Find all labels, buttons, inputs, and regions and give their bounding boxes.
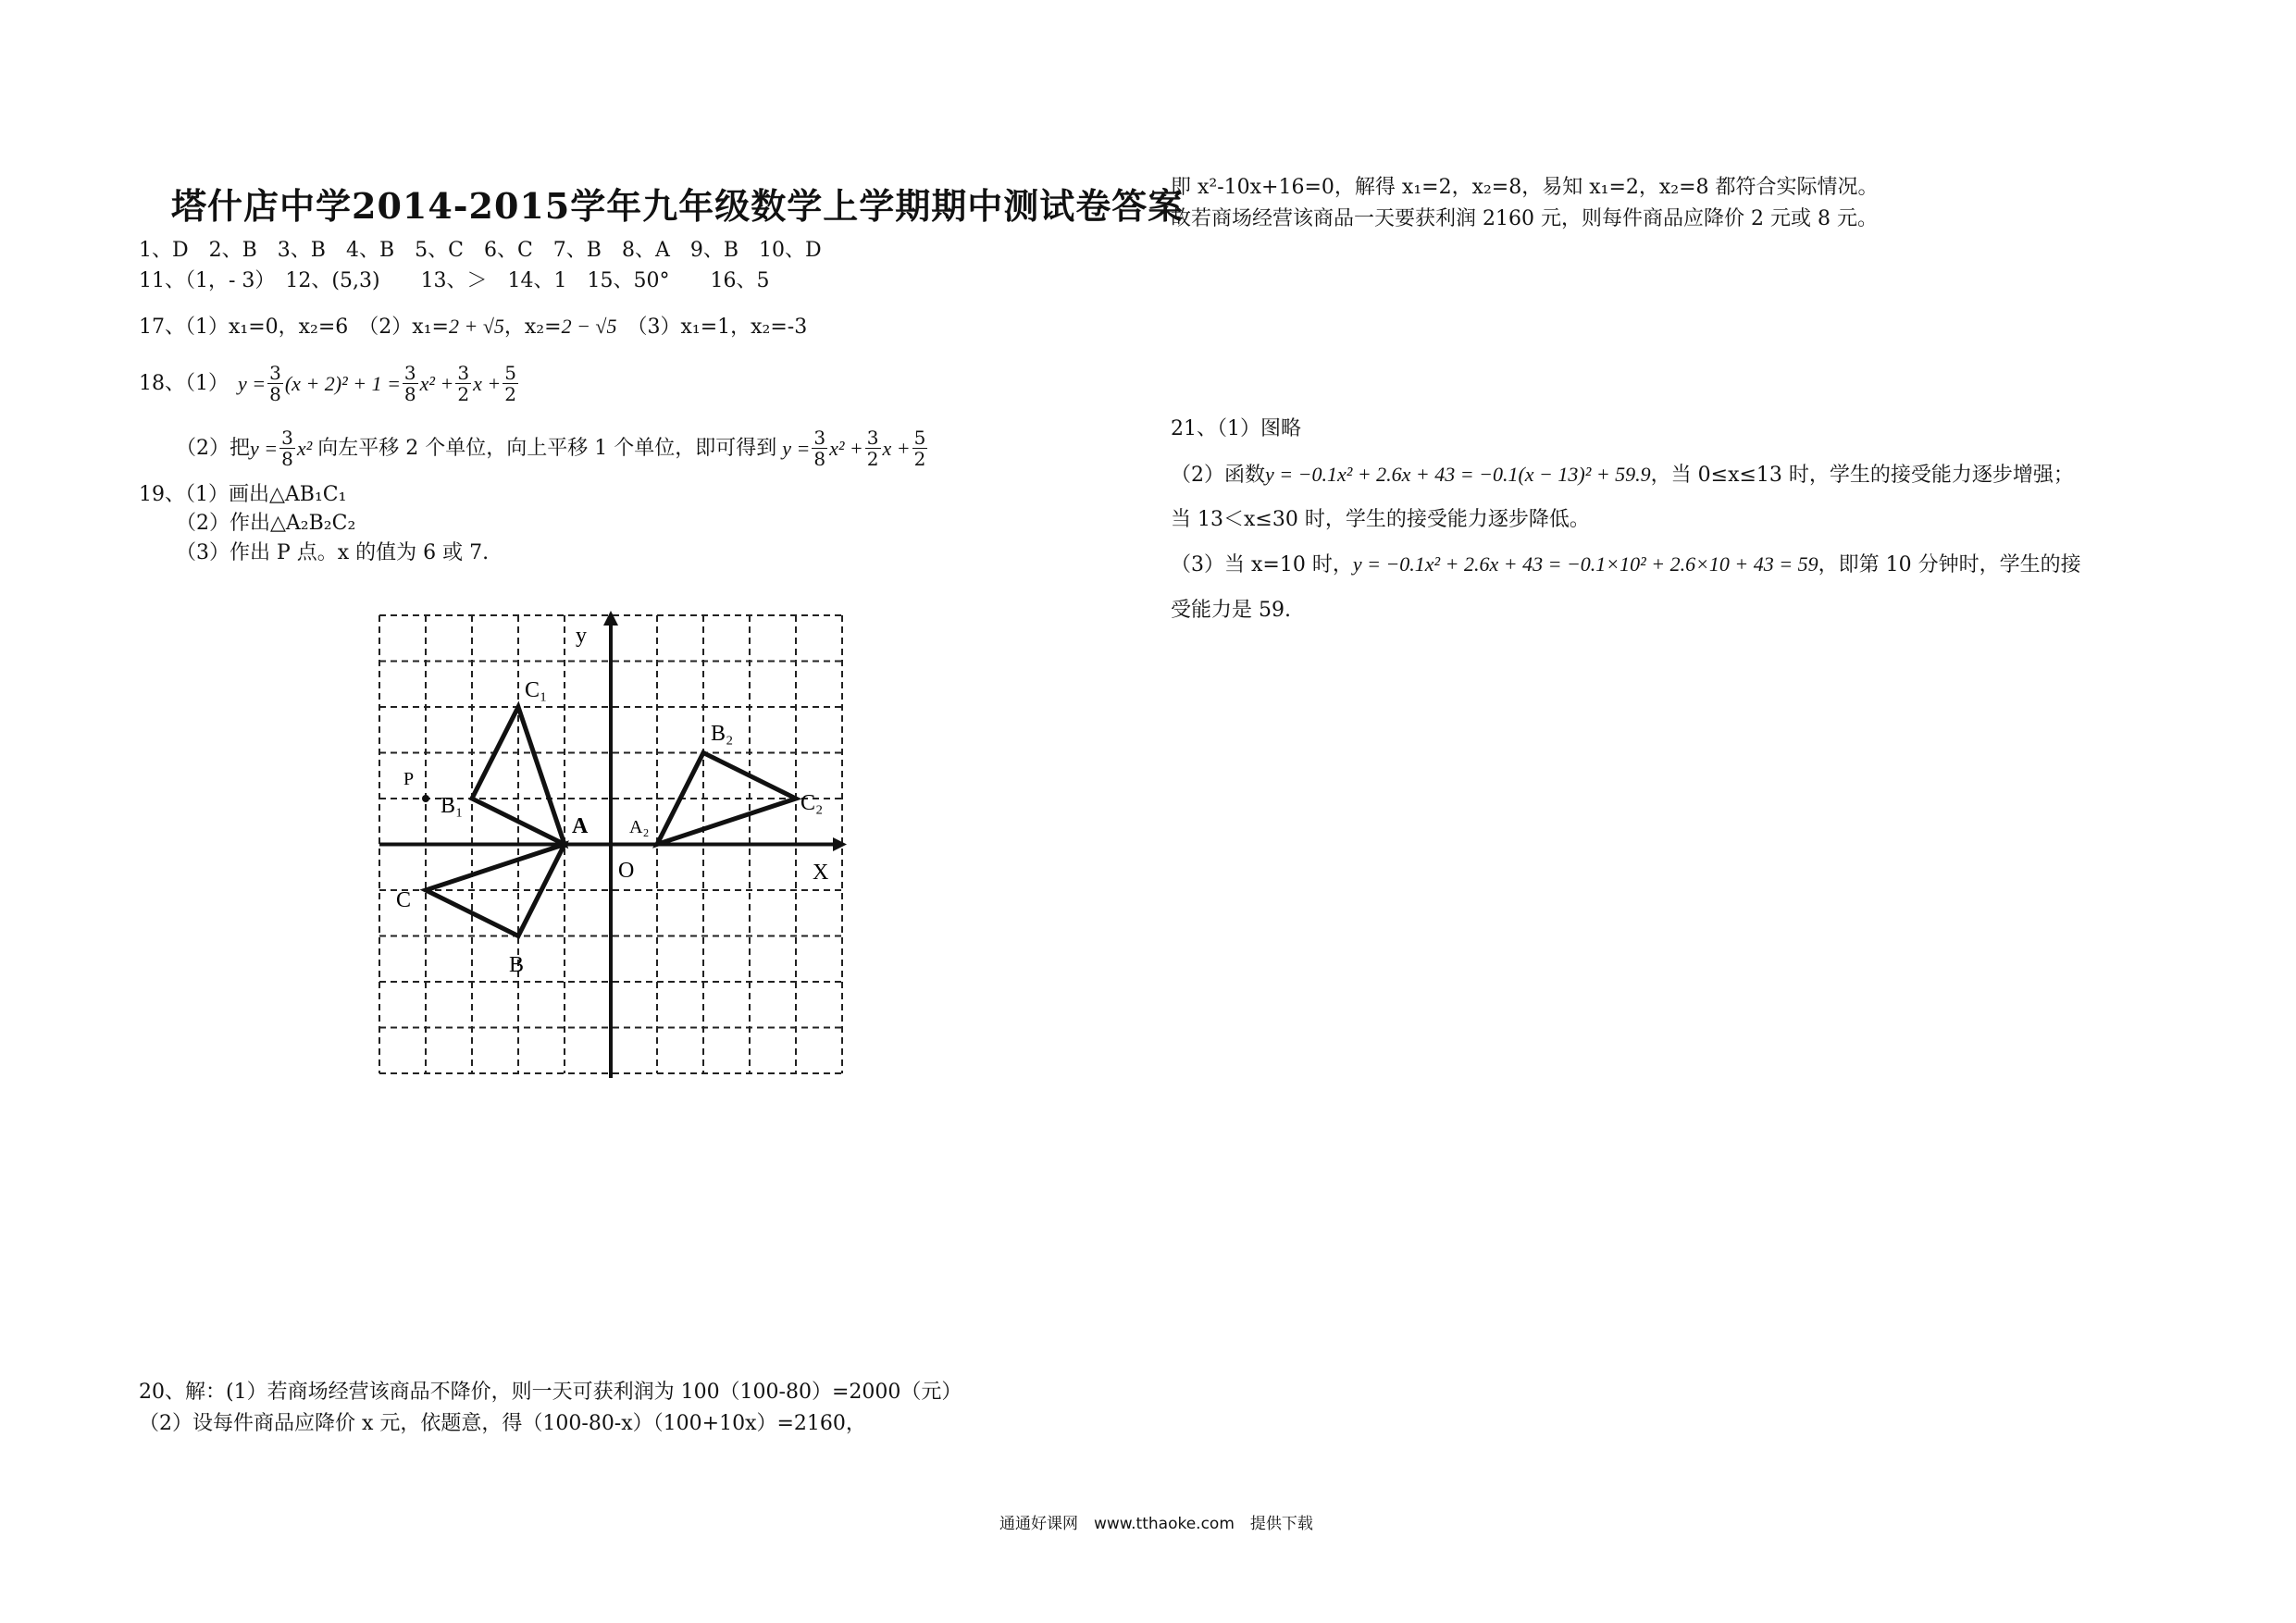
answers-11-16: 11、（1，- 3） 12、(5,3) 13、＞ 14、1 15、50° 16、5	[139, 269, 770, 292]
answer-20-right-line2: 故若商场经营该商品一天要获利润 2160 元，则每件商品应降价 2 元或 8 元。	[1171, 207, 1878, 230]
label-x: X	[813, 861, 829, 885]
q18-eq-y: y =	[238, 371, 267, 395]
q18-p2-label: （2）把	[176, 436, 250, 460]
answer-20-right-line1: 即 x²-10x+16=0，解得 x₁=2，x₂=8，易知 x₁=2，x₂=8 都符合实际情况。	[1171, 176, 1879, 199]
answer-17	[139, 313, 807, 341]
point-p	[422, 795, 429, 802]
answer-20-line2: （2）设每件商品应降价 x 元，依题意，得（100-80-x）（100+10x）=2160，	[139, 1412, 866, 1435]
label-c1: C₁	[525, 678, 548, 702]
q18-p2-tail-b: x +	[882, 436, 911, 460]
q17-mid: ，x₂=	[503, 316, 562, 339]
answer-18-part1	[139, 363, 520, 404]
x-axis-arrow-icon	[833, 837, 847, 851]
label-y: y	[576, 624, 587, 648]
q21-l4-suffix: ，即第 10 分钟时，学生的接	[1818, 553, 2081, 576]
label-b: B	[509, 953, 525, 977]
answer-21-line5: 受能力是 59.	[1171, 599, 1291, 622]
label-c: C	[396, 888, 412, 912]
y-axis-arrow-icon	[603, 611, 618, 626]
q21-l4-prefix: （3）当 x=10 时，	[1171, 553, 1353, 576]
q18-p2-eq: y =	[250, 436, 279, 460]
fraction-3-2-b: $\frac{3}{2}$	[866, 427, 879, 470]
page-title: 塔什店中学2014-2015学年九年级数学上学期期中测试卷答案	[171, 185, 1185, 227]
label-c2: C₂	[800, 791, 824, 815]
fraction-5-2: $\frac{5}{2}$	[504, 362, 516, 405]
coordinate-grid-figure	[370, 601, 861, 1083]
answers-1-10: 1、D 2、B 3、B 4、B 5、C 6、C 7、B 8、A 9、B 10、D	[139, 239, 822, 262]
fraction-3-8-b: $\frac{3}{8}$	[403, 362, 416, 405]
fraction-5-2-b: $\frac{5}{2}$	[913, 427, 926, 470]
q18-label: 18、（1）	[139, 371, 229, 395]
q17-prefix: 17、（1）x₁=0，x₂=6 （2）x₁=	[139, 316, 449, 339]
fraction-3-8-d: $\frac{3}{8}$	[813, 427, 826, 470]
q21-l2-suffix: ，当 0≤x≤13 时，学生的接受能力逐步增强；	[1650, 464, 2074, 487]
fraction-3-8-c: $\frac{3}{8}$	[281, 427, 293, 470]
fraction-3-2: $\frac{3}{2}$	[457, 362, 470, 405]
q21-l4-equation: y = −0.1x² + 2.6x + 43 = −0.1×10² + 2.6×10 + 43 = 59	[1352, 552, 1818, 576]
answer-21-line1: 21、（1）图略	[1171, 417, 1301, 440]
answer-18-part2	[176, 427, 929, 469]
q18-eq-x2: x² +	[419, 371, 454, 395]
label-b2: B₂	[711, 722, 734, 746]
footer-source: 通通好课网 www.tthaoke.com 提供下载	[999, 1515, 1313, 1533]
q18-p2-eq2: y =	[782, 436, 811, 460]
q18-eq-vertex: (x + 2)² + 1 =	[284, 371, 401, 395]
q17-root-b: 2 − √5	[561, 315, 617, 338]
fraction-3-8: $\frac{3}{8}$	[269, 362, 281, 405]
answer-21-line2	[1171, 461, 2074, 489]
label-p: P	[403, 769, 415, 789]
label-a2: A₂	[629, 817, 650, 837]
answer-19-line2: （2）作出△A₂B₂C₂	[176, 512, 356, 535]
answer-19-line1: 19、（1）画出△AB₁C₁	[139, 483, 347, 506]
answer-21-line4	[1171, 551, 2081, 579]
q18-p2-text: 向左平移 2 个单位，向上平移 1 个单位，即可得到	[317, 436, 777, 460]
q21-l2-prefix: （2）函数	[1171, 464, 1265, 487]
label-origin: O	[618, 859, 635, 883]
q18-p2-x2: x²	[296, 436, 313, 460]
answer-19-line3: （3）作出 P 点。x 的值为 6 或 7.	[176, 541, 490, 564]
answer-20-line1: 20、解：(1）若商场经营该商品不降价，则一天可获利润为 100（100-80）=2000（元）	[139, 1381, 962, 1404]
label-b1: B₁	[441, 794, 464, 818]
label-a: A	[572, 814, 589, 838]
q18-eq-x: x +	[473, 371, 502, 395]
q21-l2-equation: y = −0.1x² + 2.6x + 43 = −0.1(x − 13)² + 59.9	[1265, 463, 1651, 486]
q17-suffix: （3）x₁=1，x₂=-3	[616, 316, 808, 339]
answer-21-line3: 当 13＜x≤30 时，学生的接受能力逐步降低。	[1171, 508, 1590, 531]
q17-root-a: 2 + √5	[448, 315, 504, 338]
q18-p2-tail-a: x² +	[829, 436, 863, 460]
